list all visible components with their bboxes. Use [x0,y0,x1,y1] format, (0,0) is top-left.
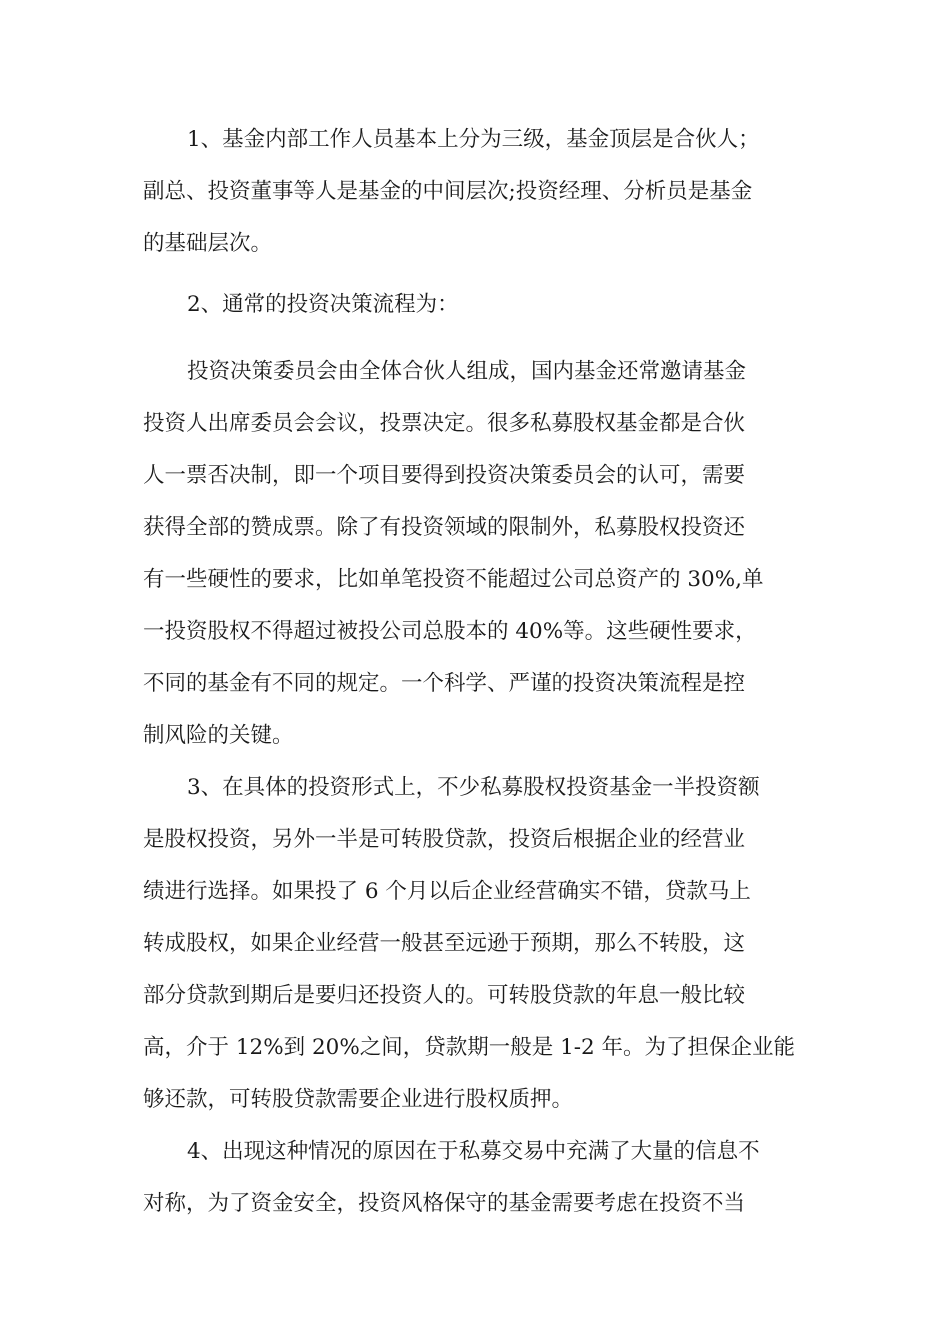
text-line: 是股权投资，另外一半是可转股贷款，投资后根据企业的经营业 [143,827,746,852]
text-line: 2、通常的投资决策流程为： [187,292,459,317]
paragraph-4 [143,762,810,1126]
text-line: 部分贷款到期后是要归还投资人的。可转股贷款的年息一般比较 [143,983,746,1008]
text-line: 有一些硬性的要求，比如单笔投资不能超过公司总资产的 30%,单 [143,567,764,592]
text-line: 人一票否决制，即一个项目要得到投资决策委员会的认可，需要 [143,463,746,488]
text-line: 获得全部的赞成票。除了有投资领域的限制外，私募股权投资还 [143,515,746,540]
paragraph-3 [143,346,810,762]
text-line: 3、在具体的投资形式上，不少私募股权投资基金一半投资额 [187,775,760,800]
text-line: 对称，为了资金安全，投资风格保守的基金需要考虑在投资不当 [143,1191,746,1216]
text-line: 的基础层次。 [143,231,273,256]
text-line: 够还款，可转股贷款需要企业进行股权质押。 [143,1087,574,1112]
text-line: 转成股权，如果企业经营一般甚至远逊于预期，那么不转股，这 [143,931,746,956]
text-line: 绩进行选择。如果投了 6 个月以后企业经营确实不错，贷款马上 [143,879,751,904]
paragraph-2 [143,279,810,331]
text-line: 4、出现这种情况的原因在于私募交易中充满了大量的信息不 [187,1139,760,1164]
text-line: 一投资股权不得超过被投公司总股本的 40%等。这些硬性要求， [143,619,757,644]
text-line: 副总、投资董事等人是基金的中间层次;投资经理、分析员是基金 [143,179,753,204]
text-line: 制风险的关键。 [143,723,294,748]
paragraph-1 [143,114,810,270]
text-line: 高，介于 12%到 20%之间，贷款期一般是 1-2 年。为了担保企业能 [143,1035,796,1060]
text-line: 不同的基金有不同的规定。一个科学、严谨的投资决策流程是控 [143,671,746,696]
text-line: 投资人出席委员会会议，投票决定。很多私募股权基金都是合伙 [143,411,746,436]
paragraph-5 [143,1126,810,1230]
text-line: 1、基金内部工作人员基本上分为三级，基金顶层是合伙人； [187,127,760,152]
text-line: 投资决策委员会由全体合伙人组成，国内基金还常邀请基金 [187,359,747,384]
